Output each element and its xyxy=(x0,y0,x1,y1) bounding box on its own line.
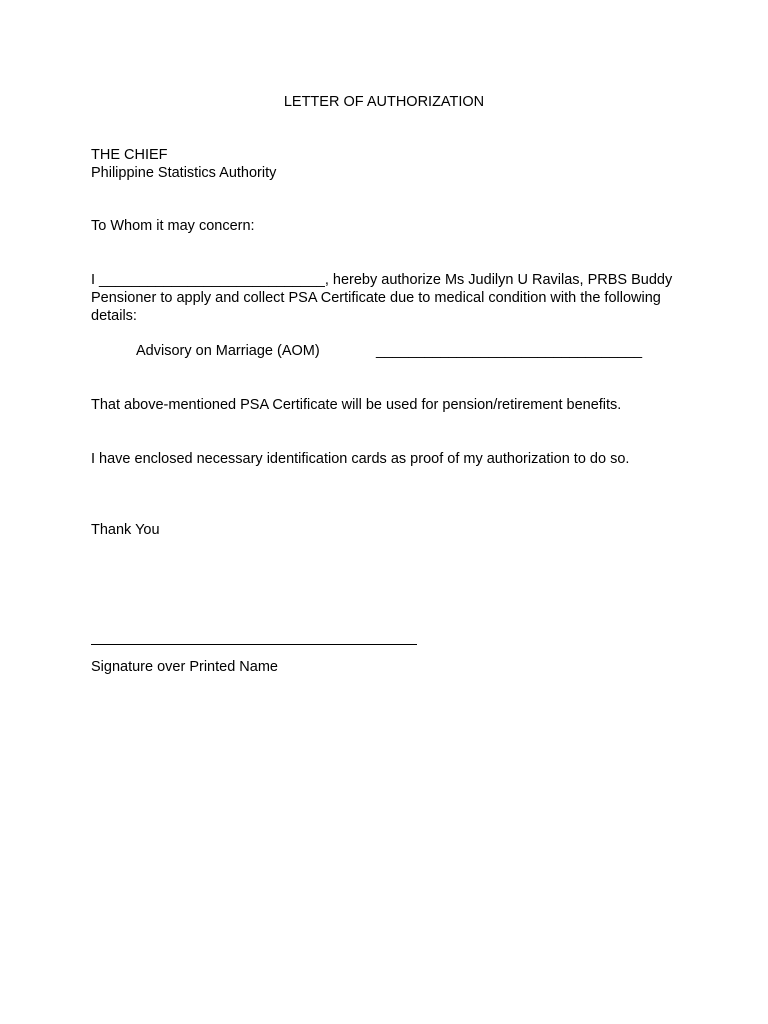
salutation: To Whom it may concern: xyxy=(91,218,255,234)
detail-label: Advisory on Marriage (AOM) xyxy=(136,343,320,359)
authorization-paragraph: I ____________________________, hereby authorize Ms Judilyn U Ravilas, PRBS Buddy Pensioner to apply and collect PSA Certificate due to medical condition with the following details: xyxy=(91,272,673,324)
purpose-paragraph: That above-mentioned PSA Certificate will be used for pension/retirement benefits. xyxy=(91,397,622,413)
signature-caption: Signature over Printed Name xyxy=(91,659,278,675)
closing: Thank You xyxy=(91,522,160,538)
enclosure-paragraph: I have enclosed necessary identification cards as proof of my authorization to do so. xyxy=(91,451,630,467)
recipient-title: THE CHIEF xyxy=(91,147,168,163)
signature-line xyxy=(91,644,417,645)
letter-title: LETTER OF AUTHORIZATION xyxy=(283,94,485,110)
detail-blank-field: _________________________________ xyxy=(376,343,643,359)
recipient-organization: Philippine Statistics Authority xyxy=(91,165,277,181)
